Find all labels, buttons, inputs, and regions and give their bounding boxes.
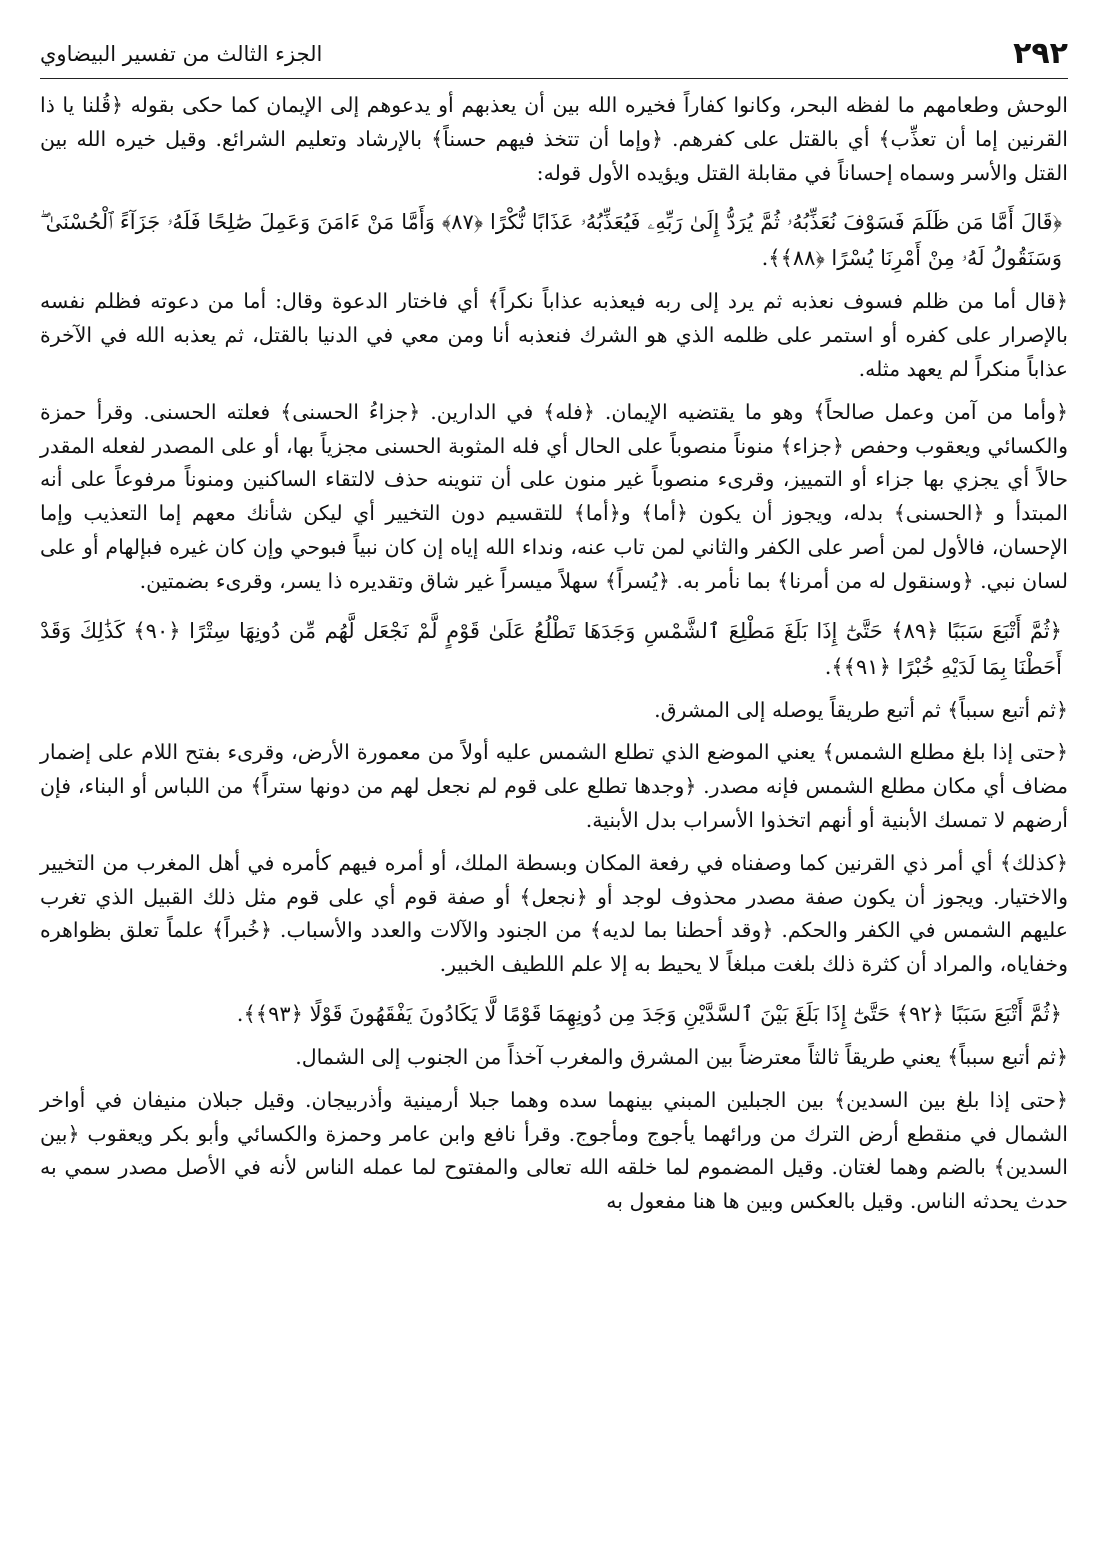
quran-verse-block: ﴿قَالَ أَمَّا مَن ظَلَمَ فَسَوْفَ نُعَذِّبُهُۥ ثُمَّ يُرَدُّ إِلَىٰ رَبِّهِۦ فَيُعَذِّبُهُۥ عَذَابًا نُّكْرًا ﴿٨٧﴾ وَأَمَّا مَنْ ءَامَنَ وَعَمِلَ صَٰلِحًا فَلَهُۥ جَزَآءً ٱلْحُسْنَىٰ ۖ وَسَنَقُولُ لَهُۥ مِنْ أَمْرِنَا يُسْرًا ﴿٨٨﴾﴾. — [40, 210, 1062, 271]
quran-verse-block: ﴿ثُمَّ أَتْبَعَ سَبَبًا ﴿٩٢﴾ حَتَّىٰٓ إِذَا بَلَغَ بَيْنَ ٱلسَّدَّيْنِ وَجَدَ مِن دُونِهِمَا قَوْمًا لَّا يَكَادُونَ يَفْقَهُونَ قَوْلًا ﴿٩٣﴾﴾. — [236, 1001, 1062, 1026]
paragraph-commentary: ﴿ثم أتبع سبباً﴾ ثم أتبع طريقاً يوصله إلى المشرق. — [654, 697, 1068, 722]
paragraph-commentary: ﴿حتى إذا بلغ بين السدين﴾ بين الجبلين المبني بينهما سده وهما جبلا أرمينية وأذربيجان. وقيل جبلان منيفان في أواخر الشمال في منقطع أرض الترك من ورائهما يأجوج ومأجوج. وقرأ نافع وابن عامر وحمزة والكسائي وأبو بكر ويعقوب ﴿بين السدين﴾ بالضم وهما لغتان. وقيل المضموم لما خلقه الله تعالى والمفتوح لما عمله الناس لأنه في الأصل مصدر سمي به حدث يحدثه الناس. وقيل بالعكس وبين ها هنا مفعول به — [40, 1087, 1068, 1214]
quran-verse-block: ﴿ثُمَّ أَتْبَعَ سَبَبًا ﴿٨٩﴾ حَتَّىٰٓ إِذَا بَلَغَ مَطْلِعَ ٱلشَّمْسِ وَجَدَهَا تَطْلُعُ عَلَىٰ قَوْمٍ لَّمْ نَجْعَل لَّهُم مِّن دُونِهَا سِتْرًا ﴿٩٠﴾ كَذَٰلِكَ وَقَدْ أَحَطْنَا بِمَا لَدَيْهِ خُبْرًا ﴿٩١﴾﴾. — [40, 618, 1062, 679]
paragraph-commentary: ﴿حتى إذا بلغ مطلع الشمس﴾ يعني الموضع الذي تطلع الشمس عليه أولاً من معمورة الأرض، وقرىء بفتح اللام على إضمار مضاف أي مكان مطلع الشمس فإنه مصدر. ﴿وجدها تطلع على قوم لم نجعل لهم من دونها ستراً﴾ من اللباس أو البناء، فإن أرضهم لا تمسك الأبنية أو أنهم اتخذوا الأسراب بدل الأبنية. — [40, 740, 1068, 832]
page — [40, 36, 1068, 1536]
commentary-body — [40, 89, 1068, 1219]
paragraph-commentary: ﴿قال أما من ظلم فسوف نعذبه ثم يرد إلى ربه فيعذبه عذاباً نكراً﴾ أي فاختار الدعوة وقال: أما من دعوته فظلم نفسه بالإصرار على كفره أو استمر على ظلمه الذي هو الشرك فنعذبه أنا ومن معي في الدنيا بالقتل، ثم يعذبه الله في الآخرة عذاباً منكراً لم يعهد مثله. — [40, 289, 1068, 381]
paragraph-commentary: ﴿كذلك﴾ أي أمر ذي القرنين كما وصفناه في رفعة المكان وبسطة الملك، أو أمره فيهم كأمره في أهل المغرب من التخيير والاختيار. ويجوز أن يكون صفة مصدر محذوف لوجد أو ﴿نجعل﴾ أو صفة قوم أي على قوم مثل ذلك القبيل الذي تغرب عليهم الشمس في الكفر والحكم. ﴿وقد أحطنا بما لديه﴾ من الجنود والآلات والعدد والأسباب. ﴿خُبراً﴾ علماً تعلق بظواهره وخفاياه، والمراد أن كثرة ذلك بلغت مبلغاً لا يحيط به إلا علم اللطيف الخبير. — [40, 850, 1068, 977]
paragraph-commentary: ﴿ثم أتبع سبباً﴾ يعني طريقاً ثالثاً معترضاً بين المشرق والمغرب آخذاً من الجنوب إلى الشمال. — [295, 1044, 1068, 1069]
running-title: الجزء الثالث من تفسير البيضاوي — [40, 42, 323, 66]
page-header — [40, 36, 1068, 79]
page-number: ٢٩٢ — [1013, 36, 1068, 71]
paragraph-commentary: ﴿وأما من آمن وعمل صالحاً﴾ وهو ما يقتضيه الإيمان. ﴿فله﴾ في الدارين. ﴿جزاءُ الحسنى﴾ فعلته الحسنى. وقرأ حمزة والكسائي ويعقوب وحفص ﴿جزاء﴾ منوناً منصوباً على الحال أي فله المثوبة الحسنى مجزياً بها، أو على المصدر لفعله المقدر حالاً أي يجزي بها جزاء أو التمييز، وقرىء منصوباً غير منون على أن تنوينه حذف لالتقاء الساكنين ومنوناً مرفوعاً على أنه المبتدأ و ﴿الحسنى﴾ بدله، ويجوز أن يكون ﴿أما﴾ و﴿أما﴾ للتقسيم دون التخيير أي ليكن شأنك معهم إما التعذيب وإما الإحسان، فالأول لمن أصر على الكفر والثاني لمن تاب عنه، ونداء الله إياه إن كان نبياً فبوحي وإن كان غيره فبإلهام أو على لسان نبي. ﴿وسنقول له من أمرنا﴾ بما نأمر به. ﴿يُسراً﴾ سهلاً ميسراً غير شاق وتقديره ذا يسر، وقرىء بضمتين. — [40, 399, 1068, 593]
paragraph-commentary: الوحش وطعامهم ما لفظه البحر، وكانوا كفاراً فخيره الله بين أن يعذبهم أو يدعوهم إلى الإيمان كما حكى بقوله ﴿قُلنا يا ذا القرنين إما أن تعذِّب﴾ أي بالقتل على كفرهم. ﴿وإما أن تتخذ فيهم حسناً﴾ بالإرشاد وتعليم الشرائع. وقيل خيره الله بين القتل والأسر وسماه إحساناً في مقابلة القتل ويؤيده الأول قوله: — [40, 93, 1068, 185]
